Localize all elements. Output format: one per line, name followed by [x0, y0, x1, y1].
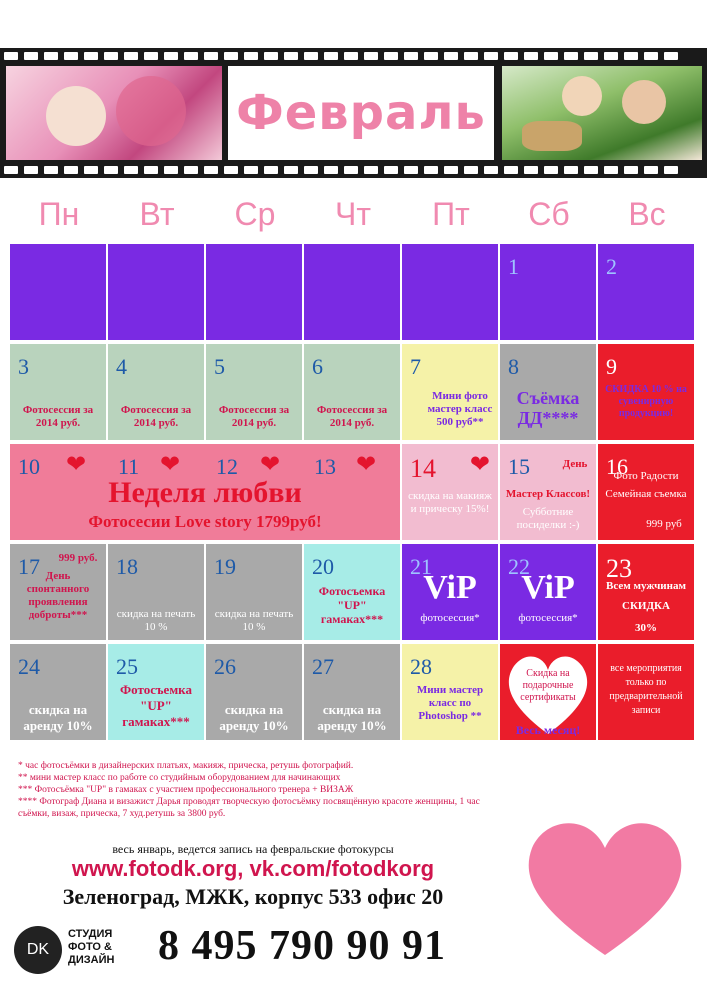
weekday-mon: Пн [38, 196, 80, 232]
day-note: скидка на аренду 10% [23, 702, 93, 733]
month-long-label: Весь месяц! [515, 723, 581, 737]
day-cell [598, 244, 694, 340]
day-note: Мастер Классов! [505, 488, 591, 500]
weekday-thu: Чт [335, 196, 371, 232]
month-title-frame [228, 66, 494, 160]
day-cell [500, 444, 596, 540]
day-note: Мини мастер класс по Photoshop ** [416, 684, 484, 722]
weekday-fri: Пт [432, 196, 470, 232]
day-number: 1 [508, 254, 519, 279]
day-number: 18 [116, 554, 138, 579]
heart-icon: ❤ [260, 450, 281, 478]
website-links[interactable]: www.fotodk.org, vk.com/fotodkorg [71, 856, 435, 881]
day-cell [402, 344, 498, 440]
day-empty [10, 244, 106, 340]
footnote: *** Фотосъёмка "UP" в гамаках с участием профессионального тренера + ВИЗАЖ [18, 785, 354, 795]
day-note: скидка на печать 10 % [116, 608, 196, 633]
day-note: Фотосессия за 2014 руб. [316, 404, 388, 429]
day-cell [500, 544, 596, 640]
day-number: 15 [508, 454, 530, 479]
day-cell [108, 544, 204, 640]
day-number: 7 [410, 354, 421, 379]
day-note: все мероприятия только по предварительной записи [609, 663, 683, 716]
day-number: 27 [312, 654, 334, 679]
day-number: 6 [312, 354, 323, 379]
day-number: 25 [116, 654, 138, 679]
day-cell [304, 544, 400, 640]
footnote: * час фотосъёмки в дизайнерских платьях, макияж, прическа, ретушь фотографий. [18, 761, 354, 771]
couple-photo-pink [6, 66, 222, 160]
footnote: ** мини мастер класс по работе со студийным оборудованием для начинающих [18, 773, 341, 783]
day-note: Съёмка ДД**** [516, 388, 580, 428]
vip-label: ViP [423, 569, 477, 606]
day-cell [402, 544, 498, 640]
big-heart-icon [520, 810, 690, 960]
love-week-subtitle: Фотосесии Love story 1799руб! [88, 512, 322, 531]
day-cell [598, 544, 694, 640]
day-number: 12 [216, 454, 238, 479]
day-note: Фото Радости [613, 470, 679, 482]
day-cell [108, 644, 204, 740]
day-note: скидка на печать 10 % [214, 608, 294, 633]
day-number: 23 [606, 554, 632, 583]
day-note: Скидка на подарочные сертификаты [520, 668, 576, 703]
day-empty [108, 244, 204, 340]
day-cell [10, 544, 106, 640]
day-note: Фотосессия за 2014 руб. [218, 404, 290, 429]
day-cell [598, 644, 694, 740]
day-cell [10, 644, 106, 740]
weekday-sat: Сб [528, 196, 570, 232]
day-note: Мини фото мастер класс 500 руб** [427, 390, 493, 428]
day-number: 28 [410, 654, 432, 679]
heart-icon: ❤ [356, 450, 377, 478]
heart-icon: ❤ [469, 450, 490, 478]
day-note: Семейная съемка [605, 488, 687, 500]
day-number: 24 [18, 654, 40, 679]
day-cell [108, 344, 204, 440]
heart-icon: ❤ [66, 450, 87, 478]
film-strip-header [0, 48, 707, 178]
day-note: Фотосъемка "UP" гамаках*** [318, 584, 386, 626]
film-holes-top [0, 50, 707, 62]
day-cell [402, 444, 498, 540]
certificate-cell [500, 644, 596, 740]
day-note: фотосессия* [420, 612, 480, 624]
day-number: 26 [214, 654, 236, 679]
day-number: 16 [606, 454, 628, 479]
day-note: 999 руб. [58, 552, 98, 564]
day-note: День спонтанного проявления доброты*** [26, 570, 90, 621]
day-note: скидка на аренду 10% [219, 702, 289, 733]
day-cell [206, 644, 302, 740]
weekday-tue: Вт [139, 196, 175, 232]
promo-text: весь январь, ведется запись на февральские фотокурсы [112, 842, 394, 856]
weekday-wed: Ср [234, 196, 276, 232]
day-note: 30% [635, 622, 657, 634]
day-cell [500, 344, 596, 440]
love-week-cell [10, 444, 400, 540]
day-cell [500, 244, 596, 340]
brand-line: ДИЗАЙН [68, 954, 115, 966]
day-number: 10 [18, 454, 40, 479]
day-number: 21 [410, 554, 432, 579]
day-note: День [562, 458, 588, 470]
love-week-title: Неделя любви [108, 476, 302, 509]
footnotes [18, 760, 488, 820]
day-note: СКИДКА [622, 600, 670, 612]
footnote: **** Фотограф Диана и визажист Дарья проводят творческую фотосъёмку посвящённую красоте женщины, 1 час съёмки, визаж, прическа, 7 худ.ретушь за 3800 руб. [18, 797, 480, 819]
brand-line: СТУДИЯ [68, 928, 113, 940]
day-note: Фотосессия за 2014 руб. [22, 404, 94, 429]
day-cell [598, 344, 694, 440]
day-cell [304, 344, 400, 440]
day-note: Фотосессия за 2014 руб. [120, 404, 192, 429]
day-number: 8 [508, 354, 519, 379]
day-number: 2 [606, 254, 617, 279]
studio-brand [68, 928, 114, 967]
day-note: фотосессия* [518, 612, 578, 624]
day-cell [10, 344, 106, 440]
phone-number[interactable]: 8 495 790 90 91 [158, 923, 446, 969]
weekday-sun: Вс [628, 196, 666, 232]
day-number: 9 [606, 354, 617, 379]
day-cell [206, 344, 302, 440]
day-number: 19 [214, 554, 236, 579]
studio-logo: DK [14, 926, 62, 974]
address: Зеленоград, МЖК, корпус 533 офис 20 [62, 884, 444, 909]
day-note: СКИДКА 10 % на сувенирную продукцию! [605, 384, 687, 419]
day-number: 14 [410, 454, 436, 483]
day-empty [206, 244, 302, 340]
day-number: 11 [118, 454, 140, 479]
day-cell [402, 644, 498, 740]
month-title: Февраль [236, 85, 486, 141]
day-note: скидка на макияж и прическу 15%! [408, 490, 492, 515]
couple-photo-park [502, 66, 702, 160]
day-number: 22 [508, 554, 530, 579]
day-cell [206, 544, 302, 640]
day-number: 13 [314, 454, 336, 479]
day-empty [402, 244, 498, 340]
brand-line: ФОТО & [68, 941, 112, 953]
day-cell [304, 644, 400, 740]
film-holes-bottom [0, 164, 707, 176]
day-number: 5 [214, 354, 225, 379]
day-number: 17 [18, 554, 40, 579]
day-cell [598, 444, 694, 540]
day-number: 3 [18, 354, 29, 379]
day-number: 4 [116, 354, 127, 379]
day-note: Субботние посиделки :-) [516, 506, 580, 531]
day-note: Фотосъемка "UP" гамаках*** [120, 682, 192, 729]
day-note: 999 руб [646, 518, 682, 530]
day-number: 20 [312, 554, 334, 579]
vip-label: ViP [521, 569, 575, 606]
heart-icon: ❤ [160, 450, 181, 478]
day-note: Всем мужчинам [606, 580, 686, 592]
day-empty [304, 244, 400, 340]
day-note: скидка на аренду 10% [317, 702, 387, 733]
